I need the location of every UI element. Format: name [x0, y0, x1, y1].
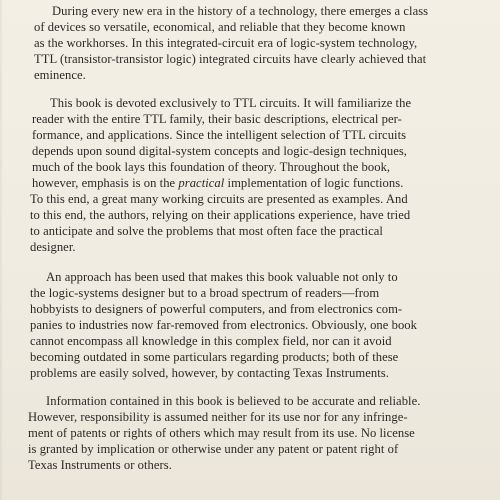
text-line: to this end, the authors, relying on their applications experience, have tried — [30, 208, 411, 222]
text-line: formance, and applications. Since the intelligent selection of TTL circuits — [32, 128, 407, 142]
text-line: cannot encompass all knowledge in this complex field, nor can it avoid — [30, 334, 392, 348]
text-line: to anticipate and solve the problems that most often face the practical — [30, 224, 383, 238]
text-line: This book is devoted exclusively to TTL circuits. It will familiarize the — [50, 96, 412, 110]
text-line: Texas Instruments or others. — [28, 458, 172, 472]
text-line: depends upon sound digital-system concepts and logic-design techniques, — [32, 144, 407, 158]
text-line: TTL (transistor-transistor logic) integrated circuits have clearly achieved that — [34, 52, 427, 66]
text-line: Information contained in this book is believed to be accurate and reliable. — [46, 394, 421, 408]
text-line: reader with the entire TTL family, their basic descriptions, electrical per- — [32, 112, 402, 126]
text-line: ment of patents or rights of others which may result from its use. No license — [28, 426, 415, 440]
text-line: becoming outdated in some particulars regarding products; both of these — [30, 350, 399, 364]
text-line: as the workhorses. In this integrated-circuit era of logic-system technology, — [34, 36, 418, 50]
text-line: designer. — [30, 240, 76, 254]
text-line: eminence. — [34, 68, 86, 82]
text-line: To this end, a great many working circuits are presented as examples. And — [30, 192, 408, 206]
text-line: however, emphasis is on the practical implementation of logic functions. — [32, 176, 404, 190]
text-line: However, responsibility is assumed neither for its use nor for any infringe- — [28, 410, 408, 424]
text-line: much of the book lays this foundation of theory. Throughout the book, — [32, 160, 391, 174]
text-line: is granted by implication or otherwise under any patent or patent right of — [28, 442, 399, 456]
text-line: problems are easily solved, however, by contacting Texas Instruments. — [30, 366, 389, 380]
emphasized-word: practical — [178, 176, 225, 190]
page-edge-shadow — [0, 0, 3, 500]
text-line: panies to industries now far-removed from electronics. Obviously, one book — [30, 318, 417, 332]
text-line: the logic-systems designer but to a broad spectrum of readers—from — [30, 286, 380, 300]
text-line: hobbyists to designers of powerful computers, and from electronics com- — [30, 302, 403, 316]
text-line: of devices so versatile, economical, and reliable that they become known — [34, 20, 406, 34]
text-line: During every new era in the history of a technology, there emerges a class — [52, 4, 429, 18]
text-line: An approach has been used that makes this book valuable not only to — [46, 270, 398, 284]
